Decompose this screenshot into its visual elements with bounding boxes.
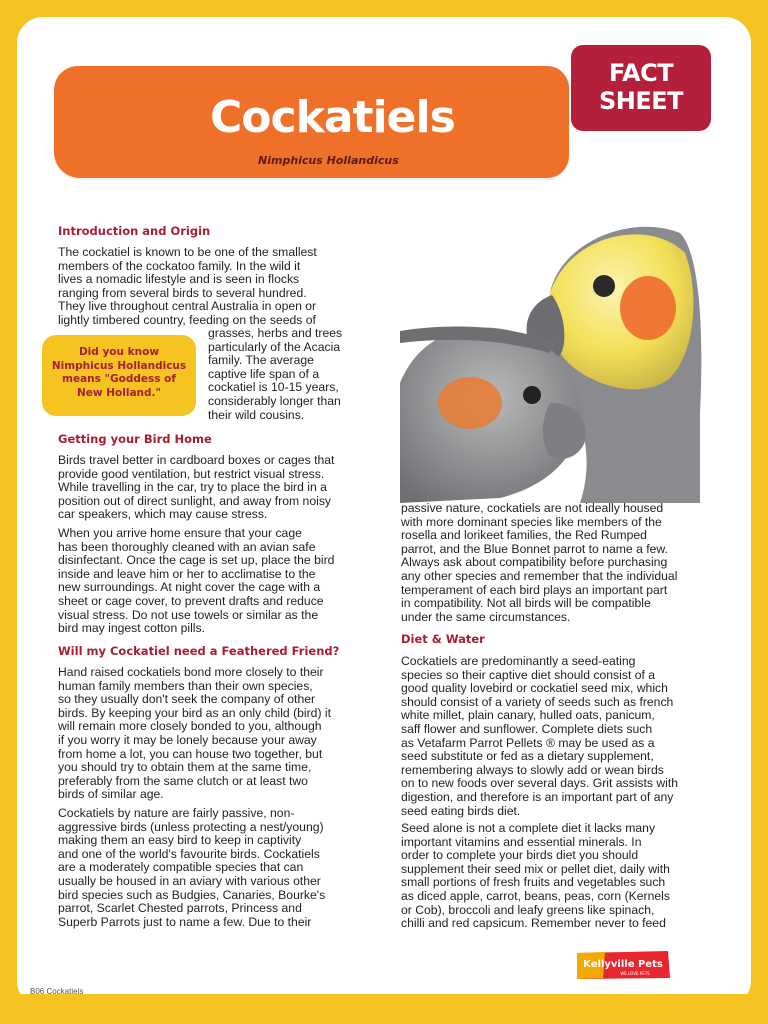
- kellyville-pets-logo[interactable]: [575, 950, 672, 980]
- text-line: if you worry it may be lonely because your away: [58, 732, 317, 747]
- page-title: Cockatiels: [210, 92, 455, 143]
- text-line: temperament of each bird plays an important part: [401, 582, 668, 597]
- callout-line: New Holland.": [77, 386, 161, 399]
- text-line: as Vetafarm Parrot Pellets ® may be used as a: [401, 735, 655, 750]
- text-line: any other species and remember that the individual: [401, 568, 678, 583]
- text-line: making them an easy bird to keep in captivity: [58, 833, 302, 848]
- text-line: bird may ingest cotton pills.: [58, 621, 205, 636]
- text-line: cockatiel is 10-15 years,: [208, 380, 339, 395]
- text-line: parrot, Scarlet Chested parrots, Princess and: [58, 901, 302, 916]
- text-line: order to complete your birds diet you should: [401, 848, 639, 863]
- logo-text: Kellyville Pets: [583, 959, 663, 970]
- text-line: lives a nomadic lifestyle and is seen in flocks: [58, 272, 300, 287]
- text-line: Superb Parrots just to name a few. Due to their: [58, 914, 312, 929]
- text-line: When you arrive home ensure that your cage: [58, 526, 302, 540]
- text-line: parrot, and the Blue Bonnet parrot to name a few.: [401, 541, 668, 556]
- section-heading-friend: Will my Cockatiel need a Feathered Friend?: [58, 644, 340, 658]
- section-heading-diet: Diet & Water: [401, 632, 485, 646]
- text-line: will remain more closely bonded to you, although: [58, 719, 322, 734]
- text-line: digestion, and therefore is an important part of any: [401, 789, 674, 804]
- callout-line: means "Goddess of: [62, 373, 176, 385]
- text-line: passive nature, cockatiels are not ideally housed: [401, 501, 664, 515]
- text-line: position out of direct sunlight, and away from noisy: [58, 493, 332, 508]
- page-subtitle: Nimphicus Hollandicus: [258, 154, 399, 167]
- diet-paragraph-2: [401, 822, 670, 931]
- diet-paragraph-1: [401, 655, 678, 818]
- text-line: aggressive birds (unless protecting a nest/young): [58, 819, 324, 834]
- text-line: should consist of a variety of seeds such as french: [401, 694, 674, 709]
- intro-paragraph: [58, 246, 317, 328]
- text-line: good quality lovebird or cockatiel seed mix, which: [401, 681, 668, 696]
- text-line: inside and leave him or her to acclimatise to the: [58, 566, 316, 581]
- bottom-band: [0, 994, 768, 1024]
- text-line: The cockatiel is known to be one of the smallest: [58, 245, 317, 259]
- callout-line: Did you know: [78, 346, 160, 358]
- badge-line: SHEET: [598, 87, 684, 115]
- text-line: new surroundings. At night cover the cage with a: [58, 580, 321, 595]
- home-paragraph-2: [58, 527, 334, 636]
- text-line: particularly of the Acacia: [208, 339, 341, 354]
- text-line: important vitamins and essential minerals. In: [401, 834, 642, 849]
- text-line: family. The average: [208, 353, 314, 368]
- text-line: lightly timbered country, feeding on the seeds of: [58, 312, 316, 327]
- text-line: birds. By keeping your bird as an only child (bird) it: [58, 705, 331, 720]
- logo-tagline: WE LOVE PETS: [620, 971, 650, 976]
- text-line: members of the cockatoo family. In the wild it: [58, 258, 301, 273]
- text-line: you should try to obtain them at the same time,: [58, 760, 312, 775]
- badge-line: FACT: [608, 59, 674, 87]
- text-line: Birds travel better in cardboard boxes or cages that: [58, 453, 335, 467]
- text-line: seed eating birds diet.: [401, 803, 521, 818]
- text-line: ranging from several birds to several hundred.: [58, 285, 307, 300]
- friend-paragraph-2: [58, 807, 325, 929]
- text-line: They live throughout central Australia in open or: [58, 299, 317, 314]
- home-paragraph-1: [58, 454, 334, 522]
- text-line: sheet or cage cover, to prevent drafts and reduce: [58, 593, 324, 608]
- text-line: Always ask about compatibility before purchasing: [401, 555, 668, 570]
- text-line: preferably from the same clutch or at least two: [58, 773, 308, 788]
- text-line: rosella and lorikeet families, the Red Rumped: [401, 528, 647, 543]
- text-line: small portions of fresh fruits and vegetables such: [401, 875, 666, 890]
- callout-line: Nimphicus Hollandicus: [51, 359, 187, 372]
- text-line: their wild cousins.: [208, 407, 305, 422]
- text-line: saff flower and sunflower. Complete diets such: [401, 721, 653, 736]
- text-line: or Cob), broccoli and leafy greens like spinach,: [401, 902, 655, 917]
- footer-code: B06 Cockatiels: [30, 987, 84, 996]
- text-line: on to new foods over several days. Grit assists with: [401, 776, 679, 791]
- text-line: disinfectant. Once the cage is set up, place the bird: [58, 553, 335, 568]
- text-line: grasses, herbs and trees: [208, 326, 343, 340]
- cockatiel-photo: [400, 213, 704, 503]
- fact-sheet-badge: [571, 45, 711, 131]
- text-line: from home a lot, you can house two together, but: [58, 746, 323, 761]
- text-line: under the same circumstances.: [401, 609, 571, 624]
- text-line: are a moderately compatible species that can: [58, 860, 304, 875]
- text-line: chilli and red capsicum. Remember never to feed: [401, 916, 666, 931]
- text-line: provide good ventilation, but restrict visual stress.: [58, 466, 325, 481]
- text-line: with more dominant species like members of the: [401, 514, 662, 529]
- text-line: usually be housed in an aviary with various other: [58, 873, 321, 888]
- friend-paragraph-1: [58, 666, 331, 802]
- text-line: human family members than their own species,: [58, 678, 313, 693]
- text-line: supplement their seed mix or pellet diet, daily with: [401, 861, 670, 876]
- text-line: considerably longer than: [208, 393, 341, 408]
- text-line: in compatibility. Not all birds will be compatible: [401, 596, 651, 611]
- text-line: species so their captive diet should consist of a: [401, 667, 656, 682]
- section-heading-home: Getting your Bird Home: [58, 432, 212, 446]
- text-line: captive life span of a: [208, 366, 320, 381]
- text-line: and one of the world's favourite birds. Cockatiels: [58, 846, 320, 861]
- text-line: Cockatiels are predominantly a seed-eating: [401, 654, 636, 668]
- text-line: Hand raised cockatiels bond more closely to their: [58, 665, 324, 679]
- intro-paragraph-wrapped: [208, 327, 342, 422]
- text-line: seed substitute or fed as a dietary supplement,: [401, 749, 654, 764]
- did-you-know-callout: [42, 335, 196, 416]
- text-line: visual stress. Do not use towels or similar as the: [58, 607, 319, 622]
- friend-paragraph-3: [401, 502, 677, 624]
- text-line: car speakers, which may cause stress.: [58, 507, 268, 522]
- section-heading-intro: Introduction and Origin: [58, 224, 211, 238]
- text-line: as diced apple, carrot, beans, peas, corn (Kernels: [401, 888, 670, 903]
- text-line: Seed alone is not a complete diet it lacks many: [401, 821, 656, 835]
- text-line: remembering always to slowly add or wean birds: [401, 762, 664, 777]
- text-line: white millet, plain canary, hulled oats, panicum,: [401, 708, 655, 723]
- text-line: birds of similar age.: [58, 787, 164, 802]
- text-line: Cockatiels by nature are fairly passive, non-: [58, 806, 295, 820]
- text-line: has been thoroughly cleaned with an avian safe: [58, 539, 316, 554]
- text-line: bird species such as Budgies, Canaries, Bourke's: [58, 887, 326, 902]
- text-line: so they usually don't seek the company of other: [58, 692, 316, 707]
- text-line: While travelling in the car, try to place the bird in a: [58, 480, 327, 495]
